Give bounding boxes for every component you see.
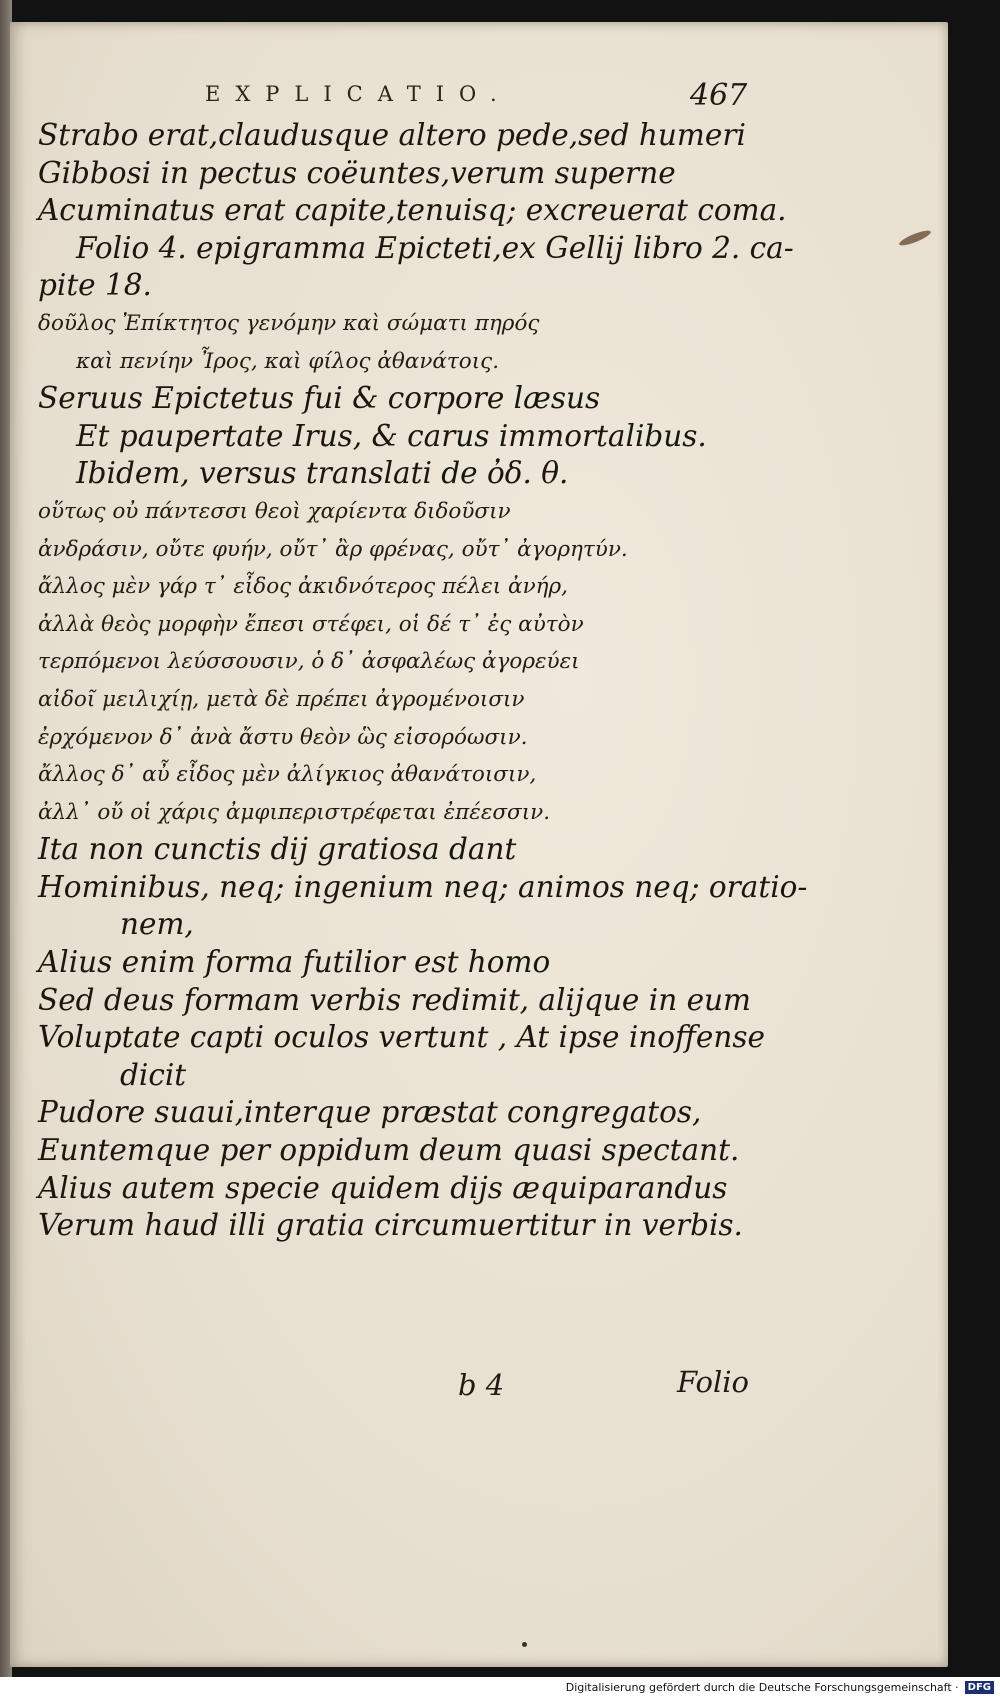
- greek-text-line: οὕτως οὐ πάντεσσι θεοὶ χαρίεντα διδοῦσιν: [38, 498, 511, 524]
- digitization-credit-bar: [0, 1677, 1000, 1697]
- greek-text-line: ἀνδράσιν, οὔτε φυήν, οὔτ᾽ ἂρ φρένας, οὔτ᾽ ἀγορητύν.: [38, 536, 628, 562]
- greek-text-line: ἀλλὰ θεὸς μορφὴν ἔπεσι στέφει, οἱ δέ τ᾽ ἐς αὐτὸν: [38, 611, 584, 637]
- greek-text-line: ἄλλος μὲν γάρ τ᾽ εἶδος ἀκιδνότερος πέλει ἀνήρ,: [38, 574, 568, 600]
- latin-text-line: Verum haud illi gratia circumuertitur in verbis.: [38, 1208, 743, 1243]
- paper-speck: [522, 1642, 527, 1647]
- credit-text: Digitalisierung gefördert durch die Deutsche Forschungsgemeinschaft ·: [565, 1680, 959, 1694]
- latin-text-line: dicit: [120, 1057, 187, 1092]
- latin-text-line: Ibidem, versus translati de ὀδ. θ.: [76, 456, 569, 491]
- latin-text-line: Strabo erat,claudusque altero pede,sed humeri: [38, 118, 746, 152]
- greek-text-line: τερπόμενοι λεύσσουσιν, ὁ δ᾽ ἀσφαλέως ἀγορεύει: [38, 649, 580, 675]
- signature-mark: b 4: [458, 1368, 505, 1402]
- running-head: EXPLICATIO.: [205, 82, 512, 106]
- greek-text-line: δοῦλος Ἐπίκτητος γενόμην καὶ σώματι πηρός: [38, 310, 540, 336]
- latin-text-line: Euntemque per oppidum deum quasi spectant.: [38, 1133, 740, 1168]
- latin-text-line: Pudore suaui,interque præstat congregatos,: [38, 1095, 702, 1130]
- greek-text-line: ἄλλος δ᾽ αὖ εἶδος μὲν ἀλίγκιος ἀθανάτοισιν,: [38, 762, 537, 788]
- latin-text-line: Alius autem specie quidem dijs æquiparandus: [38, 1170, 728, 1205]
- greek-text-line: ἀλλ᾽ οὔ οἱ χάρις ἀμφιπεριστρέφεται ἐπέεσσιν.: [38, 799, 551, 825]
- catchword: Folio: [677, 1365, 750, 1399]
- latin-text-line: Acuminatus erat capite,tenuisq; excreuerat coma.: [38, 193, 787, 228]
- latin-text-line: Alius enim forma futilior est homo: [38, 945, 551, 980]
- greek-text-line: καὶ πενίην Ἶρος, καὶ φίλος ἀθανάτοις.: [76, 348, 500, 374]
- ink-stain: [898, 228, 933, 248]
- latin-text-line: Folio 4. epigramma Epicteti,ex Gellij libro 2. ca-: [76, 230, 794, 265]
- greek-text-line: αἰδοῖ μειλιχίῃ, μετὰ δὲ πρέπει ἀγρομένοισιν: [38, 686, 525, 712]
- page-number: 467: [690, 78, 748, 113]
- dfg-logo: DFG: [965, 1681, 994, 1694]
- latin-text-line: nem,: [120, 907, 194, 942]
- latin-text-line: Ita non cunctis dij gratiosa dant: [38, 832, 517, 867]
- latin-text-line: pite 18.: [38, 268, 152, 303]
- latin-text-line: Sed deus formam verbis redimit, alijque in eum: [38, 982, 751, 1017]
- latin-text-line: Seruus Epictetus fui & corpore læsus: [38, 381, 601, 416]
- latin-text-line: Voluptate capti oculos vertunt , At ipse inoffense: [38, 1020, 765, 1055]
- greek-text-line: ἐρχόμενον δ᾽ ἀνὰ ἄστυ θεὸν ὣς εἰσορόωσιν.: [38, 724, 528, 750]
- body-text: [38, 117, 808, 1245]
- latin-text-line: Hominibus, neq; ingenium neq; animos neq; oratio-: [38, 869, 808, 904]
- latin-text-line: Et paupertate Irus, & carus immortalibus.: [76, 418, 707, 453]
- latin-text-line: Gibbosi in pectus coëuntes,verum superne: [38, 155, 676, 190]
